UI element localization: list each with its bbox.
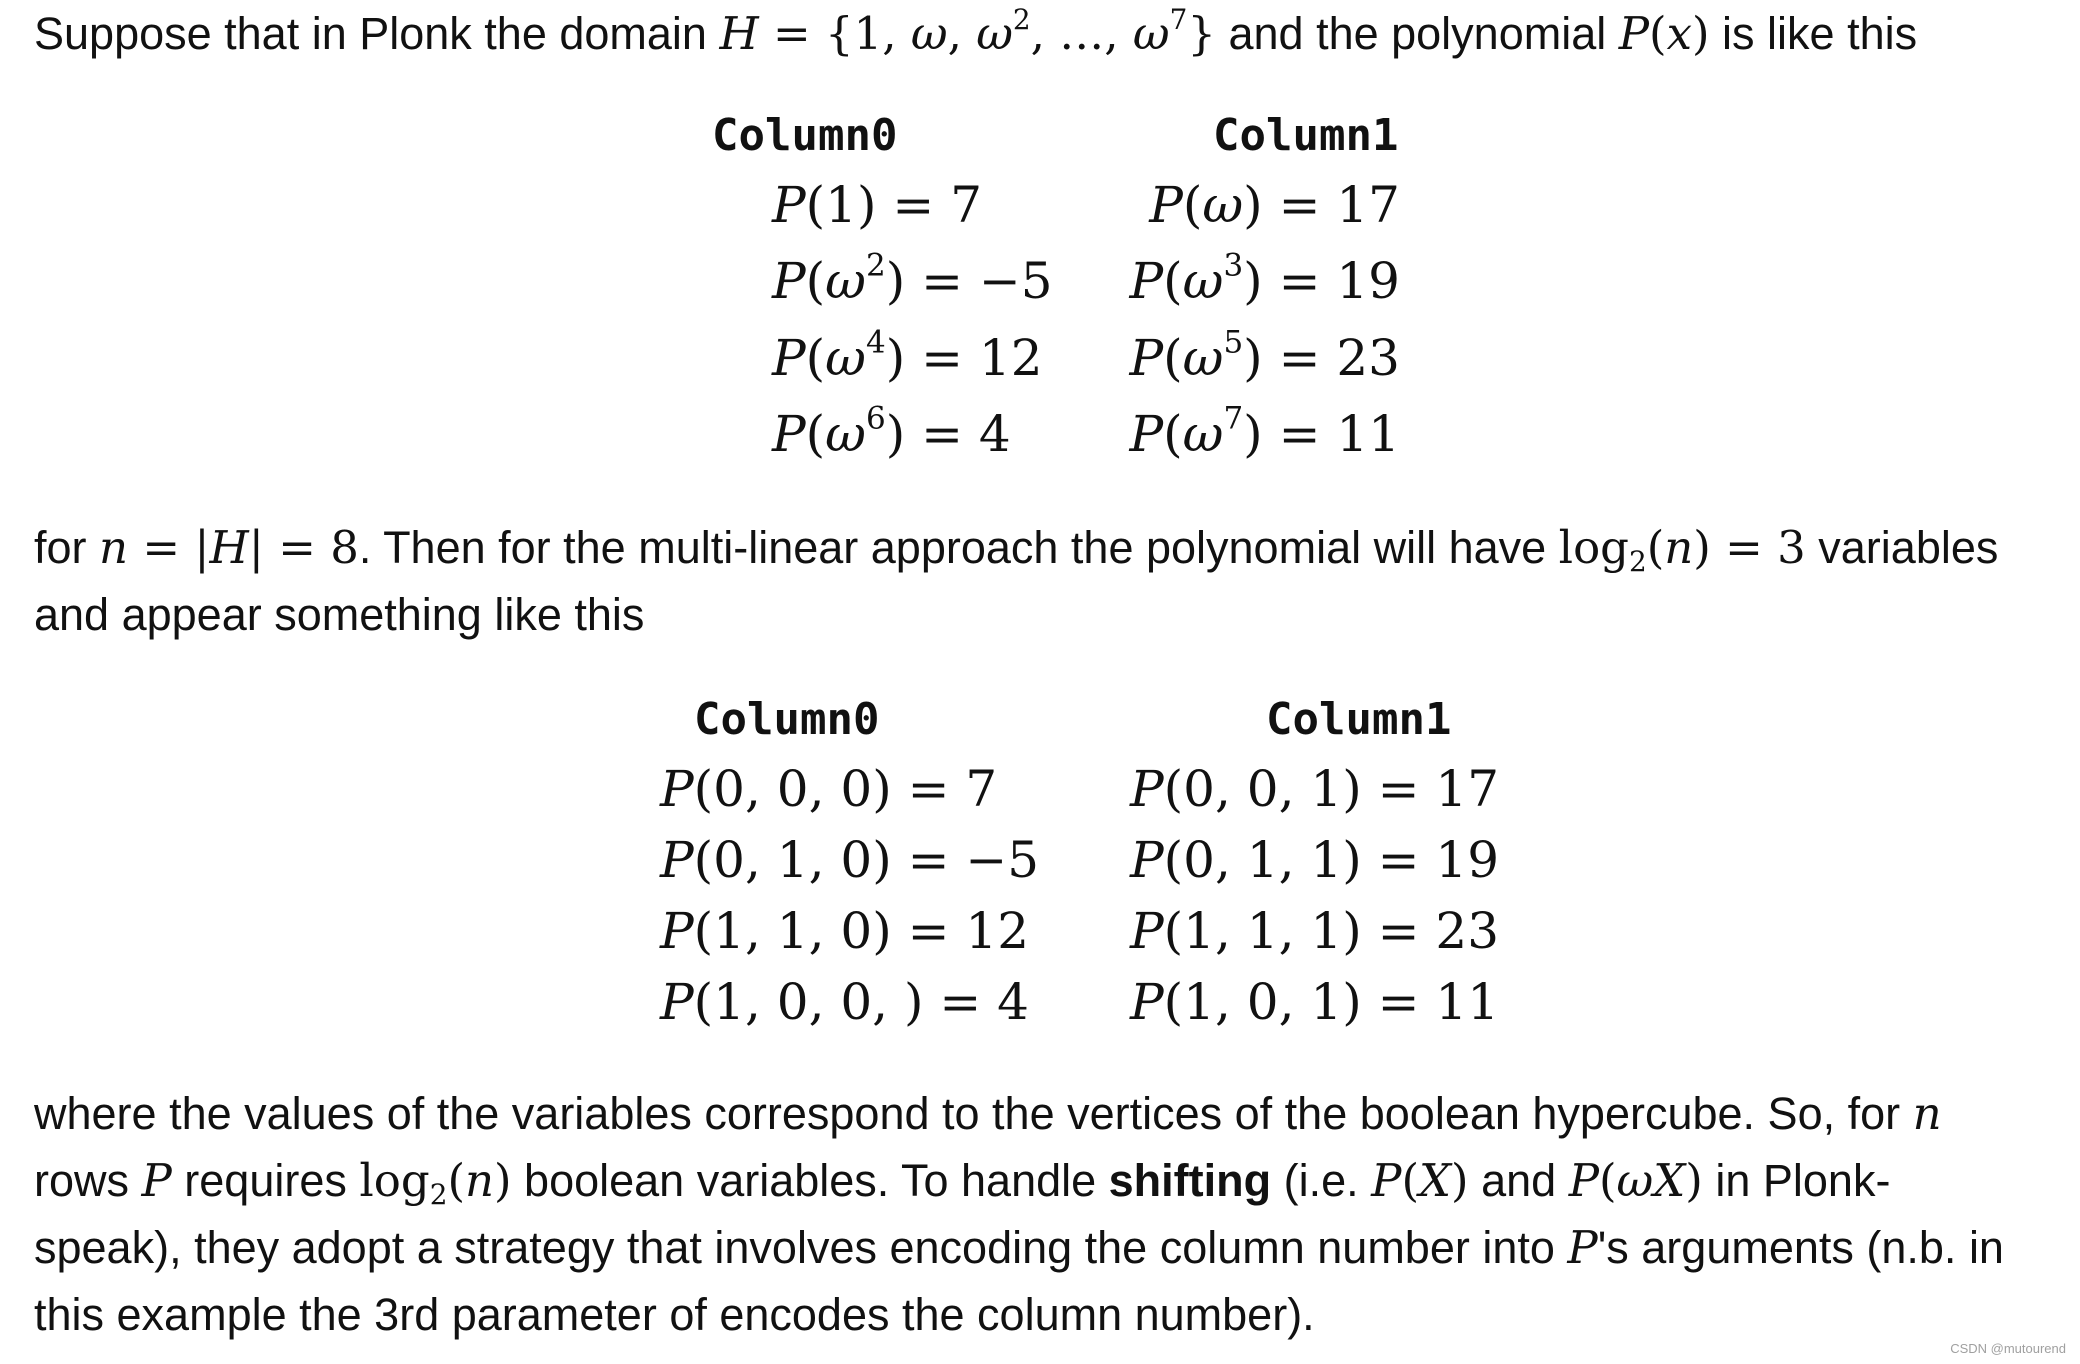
hypercube-paragraph-line2: rows P requires $\log_2(n)$ boolean variables. To handle shifting (i.e. P(X) and P(ωX) in Plonk- [34, 1154, 1891, 1211]
table1-col0-row: $P(\omega^4) = 12$ [772, 324, 1043, 387]
cell-value: 23 [1336, 329, 1400, 387]
hypercube-paragraph-line3: speak), they adopt a strategy that involves encoding the column number into P's arguments (n.b. in [34, 1221, 2004, 1274]
cell-value: 12 [965, 902, 1030, 960]
table2-col0-row: P(0, 0, 0) = 7 [660, 760, 998, 818]
n-definition-math: n = |H| = 8 [99, 521, 359, 574]
intro-paragraph: Suppose that in Plonk the domain H = {1, ω, $\omega^2$, …, $\omega^7$} and the polynomial P(x) is like this [34, 2, 1918, 60]
domain-math: H = {1, ω, $\omega^2$, …, $\omega^7$} [719, 2, 1216, 60]
table2-col0-row: P(1, 1, 0) = 12 [660, 902, 1030, 960]
cell-value: 11 [1435, 973, 1500, 1031]
multilinear-paragraph-line1: for n = |H| = 8. Then for the multi-linear approach the polynomial will have $\log_2(n) = 3$ variables [34, 521, 1999, 578]
multilinear-paragraph-line2: and appear something like this [34, 589, 645, 640]
cell-value: −5 [965, 831, 1040, 889]
table2-col1-row: P(1, 0, 1) = 11 [1130, 973, 1500, 1031]
shifting-term: shifting [1108, 1155, 1272, 1206]
cell-value: 17 [1336, 176, 1400, 234]
table1-col1-row: $P(\omega^5) = 23$ [1129, 324, 1400, 387]
cell-value: 7 [965, 760, 998, 818]
log-math: $\log_2(n) = 3$ [1558, 521, 1806, 578]
table1-column0-header: Column0 [712, 110, 898, 161]
cell-value: 19 [1435, 831, 1500, 889]
table2-col0-row: P(1, 0, 0, ) = 4 [660, 973, 1029, 1031]
table2-col1-row: P(1, 1, 1) = 23 [1130, 902, 1500, 960]
table1-col0-row: $P(\omega^6) = 4$ [772, 400, 1011, 463]
table1-col0-row: $P(\omega^2) = -5$ [772, 247, 1053, 310]
cell-value: 7 [950, 176, 982, 234]
cell-value: 17 [1435, 760, 1500, 818]
table1-column1-header: Column1 [1213, 110, 1399, 161]
table2-col0-row: P(0, 1, 0) = −5 [660, 831, 1040, 889]
cell-value: 11 [1336, 405, 1400, 463]
cell-value: 4 [978, 405, 1011, 463]
cell-value: 19 [1336, 252, 1400, 310]
cell-value: −5 [978, 252, 1053, 310]
watermark: CSDN @mutourend [1950, 1341, 2066, 1356]
cell-value: 12 [978, 329, 1043, 387]
table1-col0-row: P(1) = 7 [772, 176, 982, 234]
cell-value: 4 [997, 973, 1029, 1031]
table1-col1-row: $P(\omega^7) = 11$ [1129, 400, 1400, 463]
table1-col1-row: $P(\omega^3) = 19$ [1129, 247, 1400, 310]
hypercube-paragraph-line4: this example the 3rd parameter of encodes the column number). [34, 1289, 1315, 1340]
table2-column0-header: Column0 [694, 694, 880, 745]
table2-column1-header: Column1 [1266, 694, 1452, 745]
cell-value: 23 [1435, 902, 1500, 960]
table1-col1-row: P(ω) = 17 [1149, 176, 1400, 234]
table2-col1-row: P(0, 1, 1) = 19 [1130, 831, 1500, 889]
polynomial-math: P(x) [1618, 7, 1710, 60]
hypercube-paragraph-line1: where the values of the variables correspond to the vertices of the boolean hypercube. So, for n [34, 1087, 1942, 1140]
table2-col1-row: P(0, 0, 1) = 17 [1130, 760, 1500, 818]
